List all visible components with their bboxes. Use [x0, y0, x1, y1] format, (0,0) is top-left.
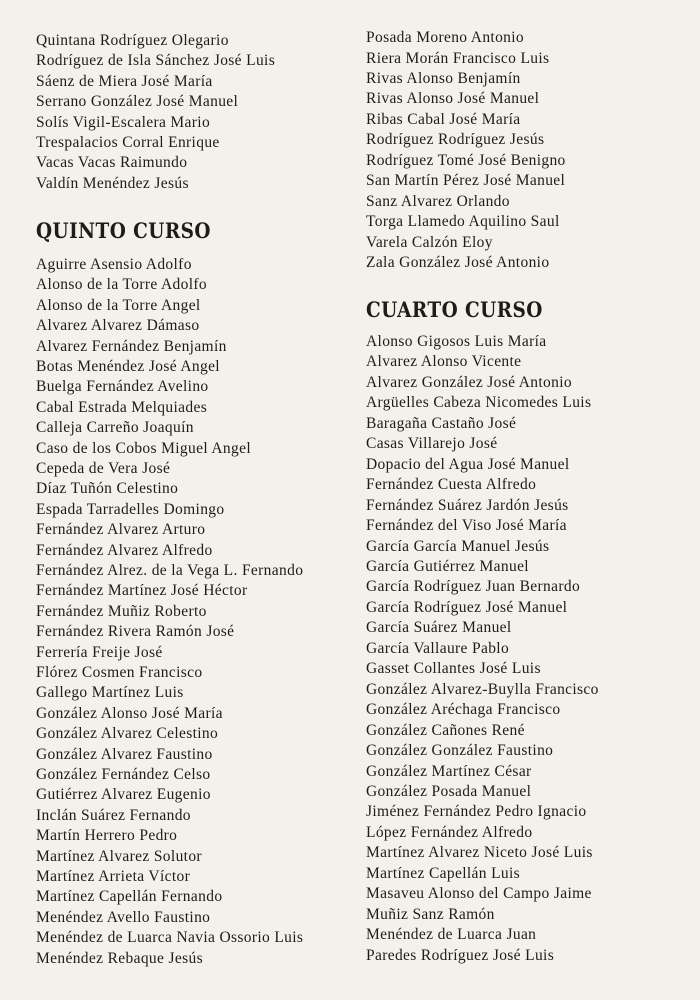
name-entry: Gasset Collantes José Luis	[366, 660, 541, 678]
name-entry: Solís Vigil-Escalera Mario	[36, 113, 211, 131]
name-entry: Zala González José Antonio	[366, 253, 550, 271]
name-entry: Fernández del Viso José María	[366, 517, 567, 534]
name-entry: Alvarez Fernández Benjamín	[36, 337, 227, 355]
name-entry: Fernández Alvarez Alfredo	[36, 541, 213, 559]
name-entry: González Fernández Celso	[36, 766, 211, 783]
name-entry: García Rodríguez José Manuel	[366, 598, 568, 616]
name-entry: Fernández Muñiz Roberto	[36, 602, 207, 620]
name-entry: Rivas Alonso José Manuel	[366, 90, 540, 108]
name-entry: Buelga Fernández Avelino	[36, 378, 209, 396]
name-entry: García Rodríguez Juan Bernardo	[366, 578, 581, 596]
name-entry: García Vallaure Pablo	[366, 639, 510, 657]
section-heading-cuarto-curso: CUARTO CURSO	[366, 297, 543, 322]
name-entry: Rodríguez Tomé José Benigno	[366, 151, 566, 169]
name-entry: Martínez Capellán Luis	[366, 864, 521, 882]
name-entry: García García Manuel Jesús	[366, 537, 550, 555]
name-entry: Sanz Alvarez Orlando	[366, 192, 510, 210]
name-entry: Caso de los Cobos Miguel Angel	[36, 439, 252, 457]
name-entry: González Posada Manuel	[366, 782, 532, 800]
name-entry: Quintana Rodríguez Olegario	[36, 32, 229, 49]
name-entry: Fernández Alvarez Arturo	[36, 521, 206, 539]
name-entry: Fernández Suárez Jardón Jesús	[366, 496, 569, 514]
name-entry: Paredes Rodríguez José Luis	[366, 946, 555, 964]
name-entry: Flórez Cosmen Francisco	[36, 664, 203, 681]
name-entry: Díaz Tuñón Celestino	[36, 480, 179, 498]
name-entry: García Gutiérrez Manuel	[366, 558, 529, 575]
name-entry: Menéndez de Luarca Juan	[366, 926, 537, 943]
name-entry: Alvarez González José Antonio	[366, 373, 572, 391]
name-entry: Alonso de la Torre Adolfo	[36, 276, 207, 294]
name-entry: González Aréchaga Francisco	[366, 701, 561, 719]
name-entry: Alonso de la Torre Angel	[36, 296, 201, 314]
name-entry: Martín Herrero Pedro	[36, 827, 178, 845]
name-entry: Alonso Gigosos Luis María	[366, 333, 547, 350]
name-entry: García Suárez Manuel	[366, 619, 512, 637]
name-entry: González Alvarez-Buylla Francisco	[366, 680, 599, 698]
name-entry: Ferrería Freije José	[36, 643, 163, 661]
name-entry: Cabal Estrada Melquiades	[36, 398, 208, 416]
name-entry: Torga Llamedo Aquilino Saul	[366, 213, 560, 230]
name-entry: Martínez Alvarez Niceto José Luis	[366, 844, 593, 862]
name-entry: Espada Tarradelles Domingo	[36, 500, 225, 518]
name-entry: Riera Morán Francisco Luis	[366, 49, 550, 67]
name-entry: Inclán Suárez Fernando	[36, 806, 191, 824]
name-entry: González Alonso José María	[36, 704, 223, 722]
name-entry: Gallego Martínez Luis	[36, 684, 184, 702]
name-entry: Varela Calzón Eloy	[366, 233, 493, 251]
name-entry: Menéndez de Luarca Navia Ossorio Luis	[36, 929, 304, 947]
name-entry: Fernández Rivera Ramón José	[36, 623, 235, 641]
name-entry: Casas Villarejo José	[366, 435, 498, 453]
section-heading-quinto-curso: QUINTO CURSO	[36, 218, 211, 243]
name-entry: Vacas Vacas Raimundo	[36, 154, 188, 172]
name-entry: Gutiérrez Alvarez Eugenio	[36, 786, 211, 804]
name-entry: Fernández Martínez José Héctor	[36, 582, 248, 600]
name-entry: Rodríguez de Isla Sánchez José Luis	[36, 52, 276, 70]
name-entry: Botas Menéndez José Angel	[36, 358, 220, 375]
name-entry: Dopacio del Agua José Manuel	[366, 455, 570, 473]
name-entry: Ribas Cabal José María	[366, 110, 521, 128]
name-entry: Martínez Arrieta Víctor	[36, 868, 191, 885]
name-entry: Calleja Carreño Joaquín	[36, 419, 194, 437]
name-entry: Trespalacios Corral Enrique	[36, 134, 220, 151]
name-entry: Rodríguez Rodríguez Jesús	[366, 131, 545, 149]
name-entry: Alvarez Alvarez Dámaso	[36, 317, 200, 335]
name-entry: González Cañones René	[366, 721, 525, 739]
name-entry: Alvarez Alonso Vicente	[366, 353, 522, 371]
name-entry: Serrano González José Manuel	[36, 93, 239, 111]
name-entry: Martínez Alvarez Solutor	[36, 847, 202, 865]
name-entry: González Alvarez Faustino	[36, 745, 213, 763]
name-entry: Jiménez Fernández Pedro Ignacio	[366, 803, 587, 821]
name-entry: López Fernández Alfredo	[366, 823, 533, 841]
name-entry: Rivas Alonso Benjamín	[366, 69, 521, 87]
name-entry: Fernández Cuesta Alfredo	[366, 476, 537, 494]
name-entry: Fernández Alrez. de la Vega L. Fernando	[36, 562, 304, 579]
name-entry: Menéndez Avello Faustino	[36, 908, 211, 926]
name-entry: Baragaña Castaño José	[366, 414, 517, 432]
name-entry: Masaveu Alonso del Campo Jaime	[366, 885, 592, 903]
name-entry: Posada Moreno Antonio	[366, 29, 525, 46]
name-entry: González González Faustino	[366, 742, 554, 759]
name-entry: Sáenz de Miera José María	[36, 72, 213, 90]
name-entry: González Alvarez Celestino	[36, 725, 219, 743]
name-entry: Aguirre Asensio Adolfo	[36, 256, 192, 273]
name-entry: Cepeda de Vera José	[36, 460, 171, 477]
name-entry: Martínez Capellán Fernando	[36, 888, 223, 906]
name-entry: Muñiz Sanz Ramón	[366, 905, 495, 923]
name-entry: Valdín Menéndez Jesús	[36, 174, 189, 192]
name-entry: Menéndez Rebaque Jesús	[36, 949, 203, 967]
name-entry: González Martínez César	[366, 762, 532, 780]
name-entry: Argüelles Cabeza Nicomedes Luis	[366, 394, 592, 412]
name-entry: San Martín Pérez José Manuel	[366, 172, 566, 190]
